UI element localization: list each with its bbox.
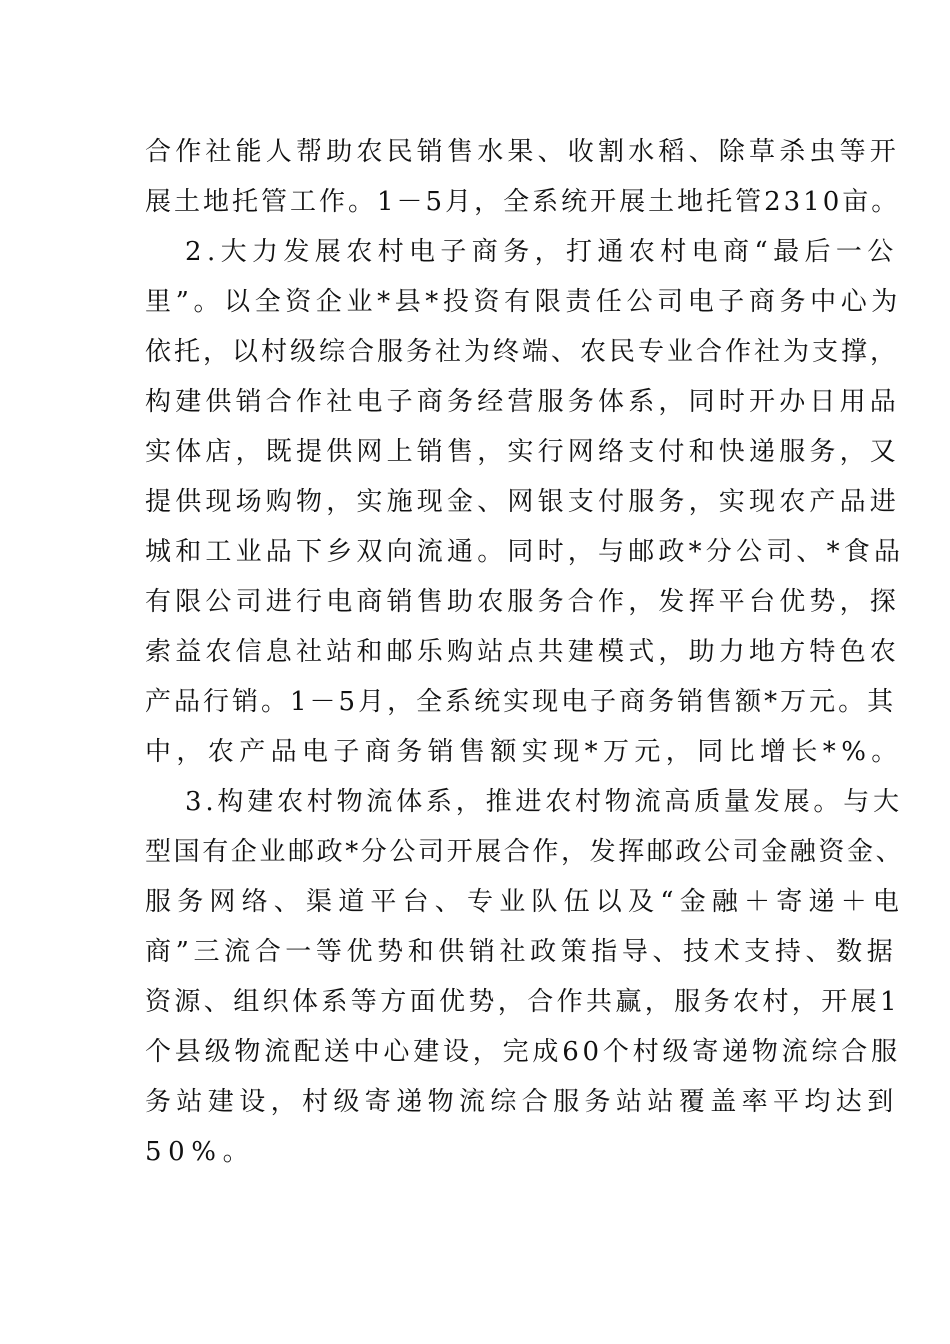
body-text-line: 里”。以全资企业*县*投资有限责任公司电子商务中心为 bbox=[145, 287, 902, 317]
body-text-line: 依托，以村级综合服务社为终端、农民专业合作社为支撑， bbox=[145, 337, 900, 367]
body-text-line: 展土地托管工作。1－5月，全系统开展土地托管2310亩。 bbox=[145, 187, 901, 217]
body-text-line: 型国有企业邮政*分公司开展合作，发挥邮政公司金融资金、 bbox=[145, 837, 905, 867]
body-text-line: 资源、组织体系等方面优势，合作共赢，服务农村，开展1 bbox=[145, 987, 900, 1017]
section-heading-3: 3.构建农村物流体系，推进农村物流高质量发展。与大 bbox=[185, 787, 903, 817]
body-text-line: 索益农信息社站和邮乐购站点共建模式，助力地方特色农 bbox=[145, 637, 901, 667]
body-text-line: 个县级物流配送中心建设，完成60个村级寄递物流综合服 bbox=[145, 1037, 901, 1067]
body-text-line: 务站建设，村级寄递物流综合服务站站覆盖率平均达到 bbox=[145, 1087, 899, 1117]
body-text-line: 50%。 bbox=[145, 1137, 256, 1167]
body-text-line: 中，农产品电子商务销售额实现*万元，同比增长*%。 bbox=[145, 737, 903, 767]
body-text-line: 提供现场购物，实施现金、网银支付服务，实现农产品进 bbox=[145, 487, 901, 517]
body-text-line: 有限公司进行电商销售助农服务合作，发挥平台优势，探 bbox=[145, 587, 901, 617]
body-text-line: 产品行销。1－5月，全系统实现电子商务销售额*万元。其 bbox=[145, 687, 897, 717]
body-text-line: 商”三流合一等优势和供销社政策指导、技术支持、数据 bbox=[145, 937, 898, 967]
body-text-line: 服务网络、渠道平台、专业队伍以及“金融＋寄递＋电 bbox=[145, 887, 906, 917]
body-text-line: 合作社能人帮助农民销售水果、收割水稻、除草杀虫等开 bbox=[145, 137, 901, 167]
body-text-line: 实体店，既提供网上销售，实行网络支付和快递服务，又 bbox=[145, 437, 901, 467]
body-text-line: 构建供销合作社电子商务经营服务体系，同时开办日用品 bbox=[145, 387, 901, 417]
section-heading-2: 2.大力发展农村电子商务，打通农村电商“最后一公 bbox=[185, 237, 899, 267]
body-text-line: 城和工业品下乡双向流通。同时，与邮政*分公司、*食品 bbox=[145, 537, 905, 567]
